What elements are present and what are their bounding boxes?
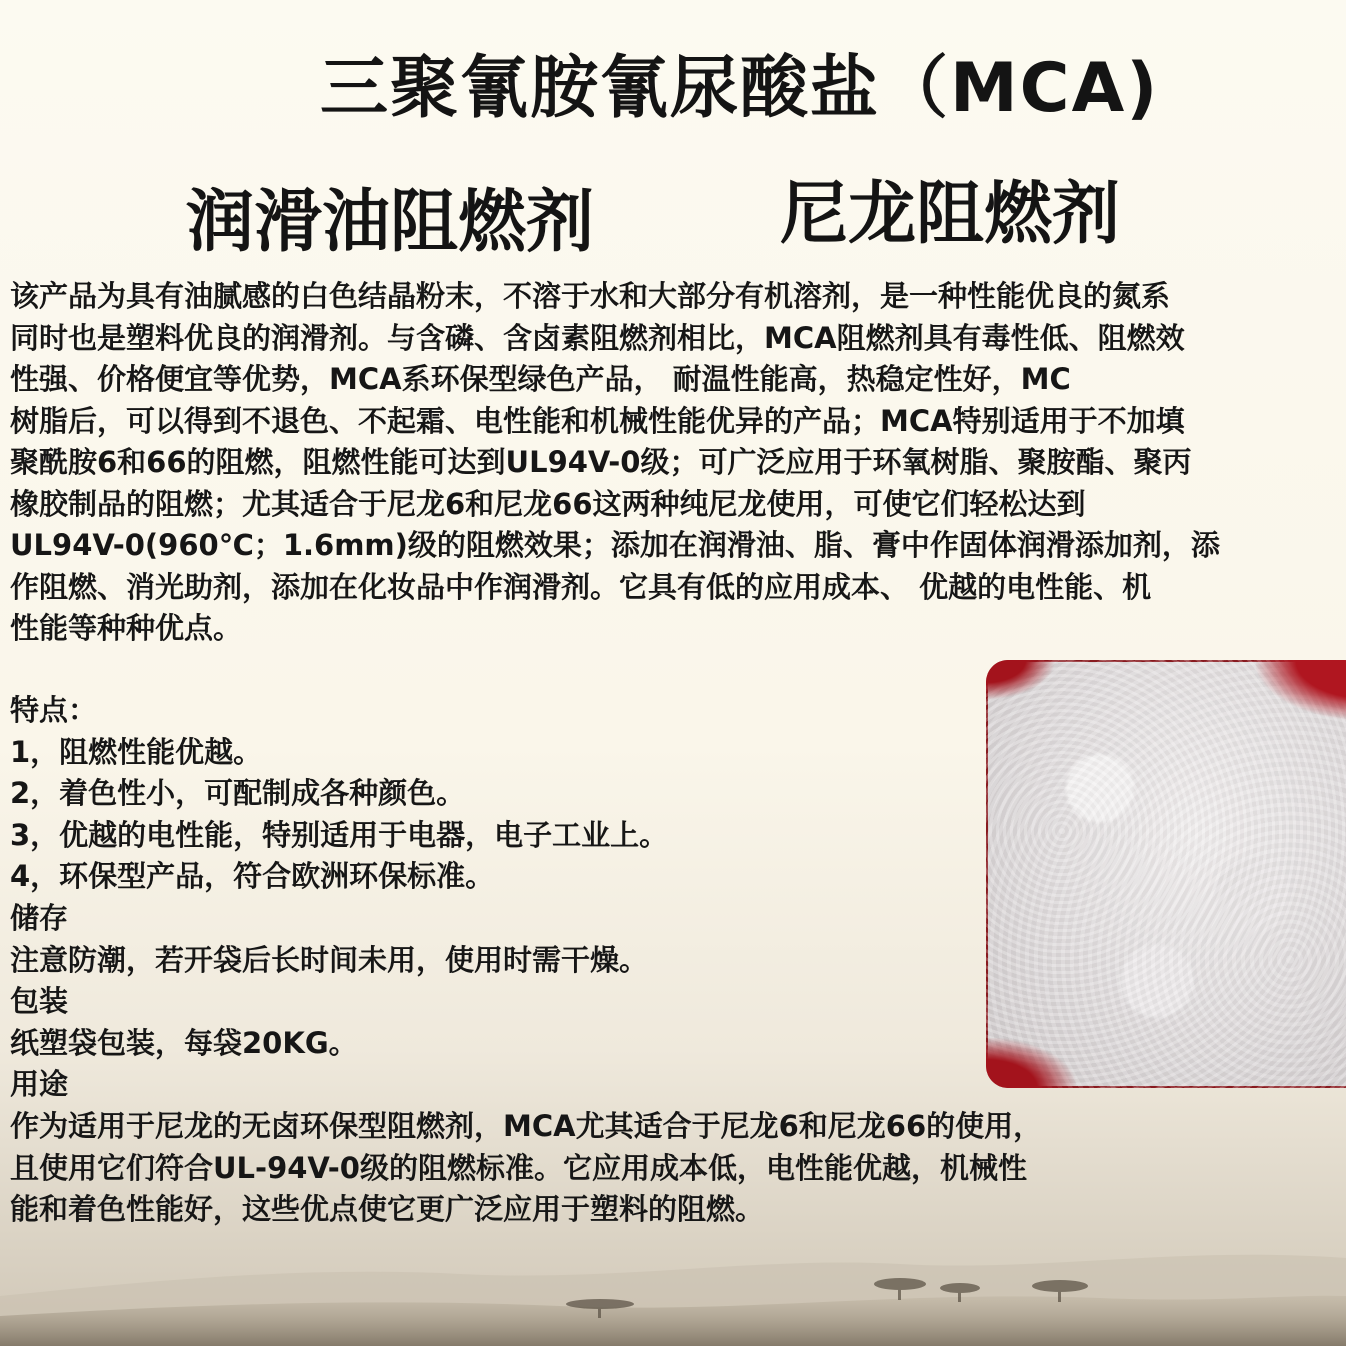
intro-line: UL94V-0(960℃；1.6mm)级的阻燃效果；添加在润滑油、脂、膏中作固体润滑添加剂，添 bbox=[10, 528, 1220, 562]
feature-item: 1，阻燃性能优越。 bbox=[10, 734, 263, 769]
intro-line: 性强、价格便宜等优势，MCA系环保型绿色产品， 耐温性能高，热稳定性好，MC bbox=[10, 362, 1071, 396]
feature-item: 3，优越的电性能，特别适用于电器，电子工业上。 bbox=[10, 817, 669, 852]
intro-line: 橡胶制品的阻燃；尤其适合于尼龙6和尼龙66这两种纯尼龙使用，可使它们轻松达到 bbox=[10, 486, 1086, 521]
usage-text: 作为适用于尼龙的无卤环保型阻燃剂，MCA尤其适合于尼龙6和尼龙66的使用， bbox=[10, 1108, 1043, 1143]
intro-line: 树脂后，可以得到不退色、不起霜、电性能和机械性能优异的产品；MCA特别适用于不加填 bbox=[10, 403, 1185, 438]
storage-text: 注意防潮，若开袋后长时间未用，使用时需干燥。 bbox=[10, 942, 649, 977]
feature-item: 2，着色性小，可配制成各种颜色。 bbox=[10, 776, 466, 811]
subtitle-lubricant-flame-retardant: 润滑油阻燃剂 bbox=[186, 183, 595, 262]
intro-line: 该产品为具有油腻感的白色结晶粉末，不溶于水和大部分有机溶剂，是一种性能优良的氮系 bbox=[10, 279, 1171, 313]
intro-line: 同时也是塑料优良的润滑剂。与含磷、含卤素阻燃剂相比，MCA阻燃剂具有毒性低、阻燃效 bbox=[10, 320, 1185, 355]
packaging-text: 纸塑袋包装，每袋20KG。 bbox=[10, 1025, 358, 1060]
features-heading: 特点： bbox=[10, 693, 98, 727]
landscape-silhouette bbox=[0, 1186, 1346, 1346]
intro-line: 性能等种种优点。 bbox=[10, 611, 243, 645]
usage-text: 且使用它们符合UL-94V-0级的阻燃标准。它应用成本低，电性能优越，机械性 bbox=[10, 1150, 1027, 1185]
intro-paragraph bbox=[10, 276, 1346, 650]
packaging-heading: 包装 bbox=[10, 984, 69, 1019]
usage-heading: 用途 bbox=[10, 1067, 69, 1102]
intro-line: 聚酰胺6和66的阻燃，阻燃性能可达到UL94V-0级；可广泛应用于环氧树脂、聚胺酯、聚丙 bbox=[10, 445, 1192, 479]
features-section bbox=[10, 690, 1042, 1231]
intro-line: 作阻燃、消光助剂，添加在化妆品中作润滑剂。它具有低的应用成本、 优越的电性能、机 bbox=[10, 569, 1152, 604]
subtitle-nylon-flame-retardant: 尼龙阻燃剂 bbox=[780, 175, 1121, 254]
red-container-edge bbox=[1256, 660, 1346, 720]
page-title: 三聚氰胺氰尿酸盐（MCA) bbox=[320, 49, 1160, 128]
usage-text: 能和着色性能好，这些优点使它更广泛应用于塑料的阻燃。 bbox=[10, 1192, 765, 1227]
feature-item: 4，环保型产品，符合欧洲环保标准。 bbox=[10, 859, 495, 894]
storage-heading: 储存 bbox=[10, 900, 69, 935]
